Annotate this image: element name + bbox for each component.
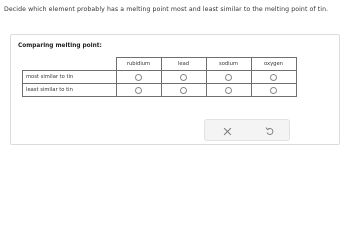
radio-least-lead[interactable] — [180, 87, 187, 94]
column-header-oxygen: oxygen — [251, 58, 296, 71]
matrix-corner — [23, 58, 117, 71]
undo-button[interactable] — [263, 124, 277, 138]
cell-most-oxygen — [251, 71, 296, 84]
radio-least-oxygen[interactable] — [270, 87, 277, 94]
matrix-row-least-similar — [23, 84, 297, 97]
cell-most-rubidium — [116, 71, 161, 84]
row-label-least-similar: least similar to tin — [23, 84, 117, 97]
matrix-row-most-similar — [23, 71, 297, 84]
answer-card — [10, 34, 340, 145]
matrix-header-row — [23, 58, 297, 71]
undo-icon — [265, 126, 275, 136]
radio-most-lead[interactable] — [180, 74, 187, 81]
action-bar — [204, 119, 290, 141]
column-header-sodium: sodium — [206, 58, 251, 71]
cell-most-sodium — [206, 71, 251, 84]
x-icon — [223, 127, 232, 136]
radio-most-oxygen[interactable] — [270, 74, 277, 81]
answer-matrix — [22, 57, 297, 97]
cell-least-sodium — [206, 84, 251, 97]
radio-most-sodium[interactable] — [225, 74, 232, 81]
radio-least-sodium[interactable] — [225, 87, 232, 94]
row-label-most-similar: most similar to tin — [23, 71, 117, 84]
card-title: Comparing melting point: — [18, 43, 102, 49]
question-text: Decide which element probably has a melting point most and least similar to the melting point of tin. — [4, 6, 329, 13]
clear-button[interactable] — [220, 124, 234, 138]
radio-least-rubidium[interactable] — [135, 87, 142, 94]
column-header-lead: lead — [161, 58, 206, 71]
cell-most-lead — [161, 71, 206, 84]
radio-most-rubidium[interactable] — [135, 74, 142, 81]
cell-least-lead — [161, 84, 206, 97]
cell-least-rubidium — [116, 84, 161, 97]
column-header-rubidium: rubidium — [116, 58, 161, 71]
cell-least-oxygen — [251, 84, 296, 97]
